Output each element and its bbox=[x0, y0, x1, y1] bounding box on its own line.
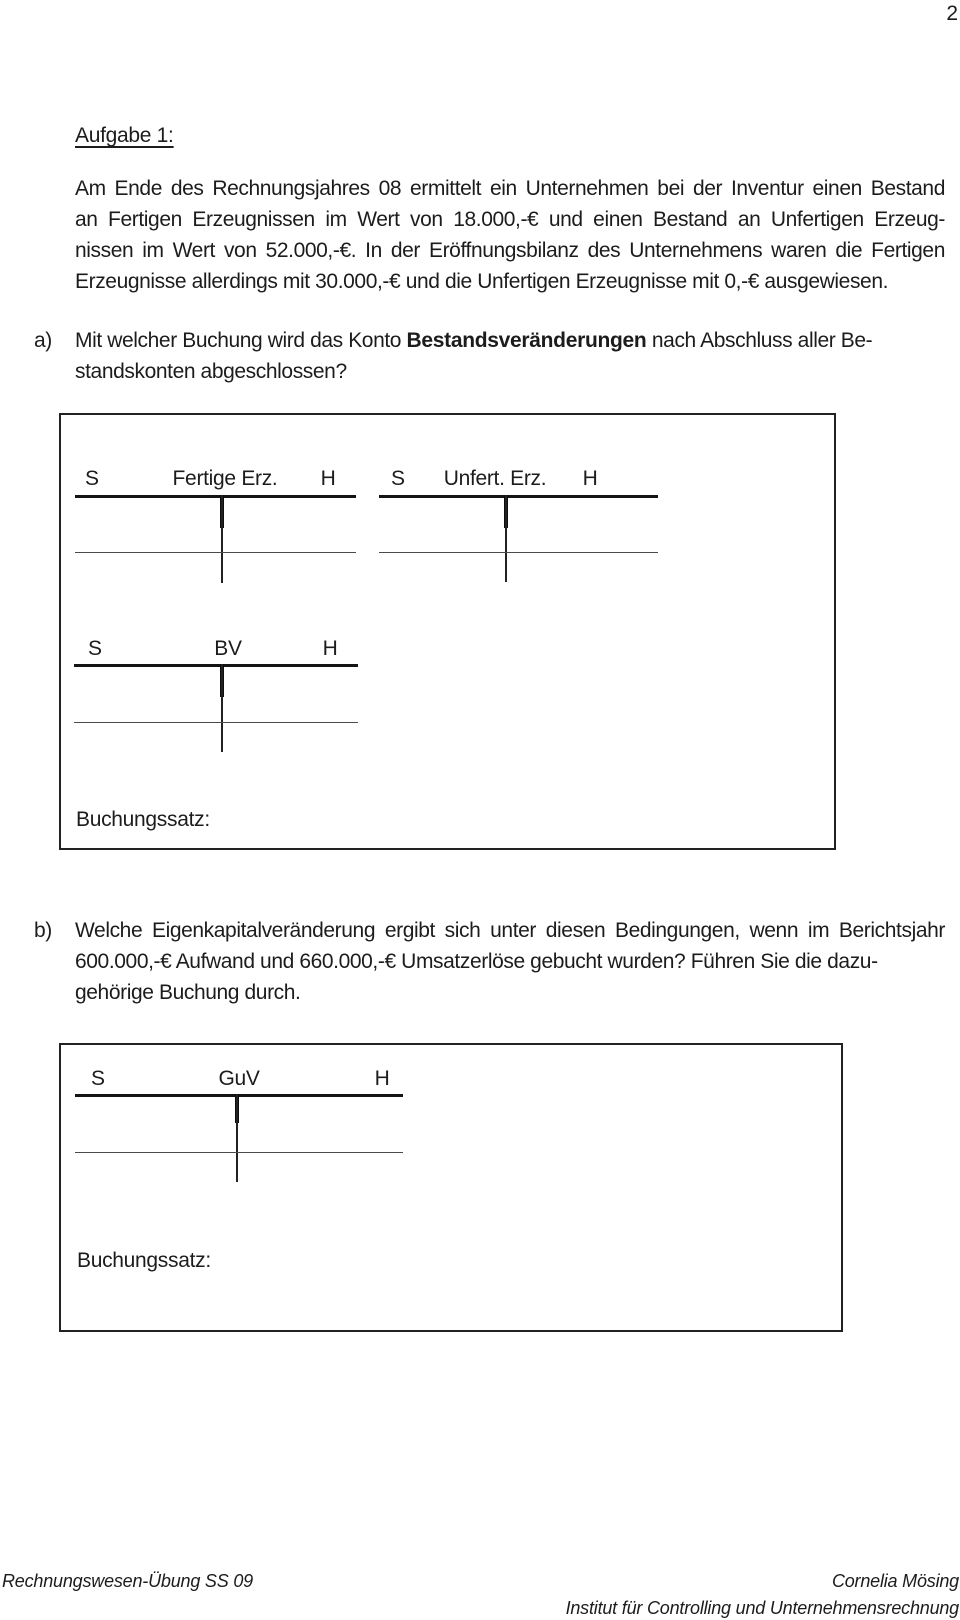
intro-line: an Fertigen Erzeugnissen im Wert von 18.000,-€ und einen Bestand an Unfertigen Erzeug- bbox=[75, 208, 945, 231]
t-account-credit-label: H bbox=[322, 637, 338, 660]
t-account-title: Fertige Erz. bbox=[172, 467, 278, 490]
intro-line: Erzeugnisse allerdings mit 30.000,-€ und die Unfertigen Erzeugnisse mit 0,-€ ausgewiesen. bbox=[75, 270, 889, 293]
intro-line: Am Ende des Rechnungsjahres 08 ermittelt ein Unternehmen bei der Inventur einen Bestand bbox=[75, 177, 945, 200]
question-b-text bbox=[75, 915, 945, 1008]
question-a-label: a) bbox=[34, 329, 52, 352]
question-a-line1-post: nach Abschluss aller Be- bbox=[646, 329, 873, 352]
t-account-debit-label: S bbox=[91, 1067, 105, 1090]
t-account-header-line bbox=[74, 664, 358, 667]
t-account-debit-label: S bbox=[88, 637, 102, 660]
question-b-line: gehörige Buchung durch. bbox=[75, 981, 301, 1004]
intro-paragraph bbox=[75, 173, 945, 297]
footer-author: Cornelia Mösing bbox=[831, 1571, 959, 1591]
answer-box-a bbox=[59, 413, 836, 850]
question-a-line1-pre: Mit welcher Buchung wird das Konto bbox=[75, 329, 407, 352]
footer-institute: Institut für Controlling und Unternehmensrechnung bbox=[565, 1598, 959, 1618]
booking-entry-label: Buchungssatz: bbox=[77, 1249, 211, 1272]
question-a-line: standskonten abgeschlossen? bbox=[75, 360, 347, 383]
t-account-header-line bbox=[379, 495, 658, 498]
t-account-divider-line bbox=[221, 664, 223, 752]
question-b-line: Welche Eigenkapitalveränderung ergibt sich unter diesen Bedingungen, wenn im Berichtsjahr bbox=[75, 919, 945, 942]
task-heading: Aufgabe 1: bbox=[75, 124, 174, 147]
intro-line: nissen im Wert von 52.000,-€. In der Eröffnungsbilanz des Unternehmens waren die Fertigen bbox=[75, 239, 945, 262]
question-b-line: 600.000,-€ Aufwand und 660.000,-€ Umsatzerlöse gebucht wurden? Führen Sie die dazu- bbox=[75, 950, 878, 973]
answer-box-b bbox=[59, 1043, 843, 1332]
t-account-credit-label: H bbox=[374, 1067, 390, 1090]
t-account-header-line bbox=[75, 495, 356, 498]
t-account-title: Unfert. Erz. bbox=[443, 467, 547, 490]
t-account-total-line bbox=[75, 1152, 403, 1153]
t-account-header-line bbox=[75, 1094, 403, 1097]
t-account-debit-label: S bbox=[85, 467, 99, 490]
page-number: 2 bbox=[946, 2, 958, 25]
question-a-text bbox=[75, 325, 945, 387]
footer-right-block bbox=[566, 1568, 959, 1620]
t-account-credit-label: H bbox=[582, 467, 598, 490]
t-account-total-line bbox=[74, 722, 358, 723]
t-account-title: BV bbox=[214, 637, 242, 660]
question-b-label: b) bbox=[34, 919, 52, 942]
t-account-divider-line bbox=[236, 1094, 238, 1182]
question-a bbox=[34, 325, 945, 387]
question-a-line1-bold: Bestandsveränderungen bbox=[406, 329, 647, 352]
question-b bbox=[34, 915, 945, 1008]
question-a-line bbox=[75, 325, 945, 356]
t-account-divider-line bbox=[221, 495, 223, 583]
t-account-divider-line bbox=[505, 495, 507, 582]
t-account-credit-label: H bbox=[320, 467, 336, 490]
booking-entry-label: Buchungssatz: bbox=[76, 808, 210, 831]
t-account-total-line bbox=[75, 552, 356, 553]
t-account-title: GuV bbox=[218, 1067, 260, 1090]
footer-course: Rechnungswesen-Übung SS 09 bbox=[2, 1571, 253, 1591]
t-account-total-line bbox=[379, 552, 658, 553]
t-account-debit-label: S bbox=[391, 467, 405, 490]
